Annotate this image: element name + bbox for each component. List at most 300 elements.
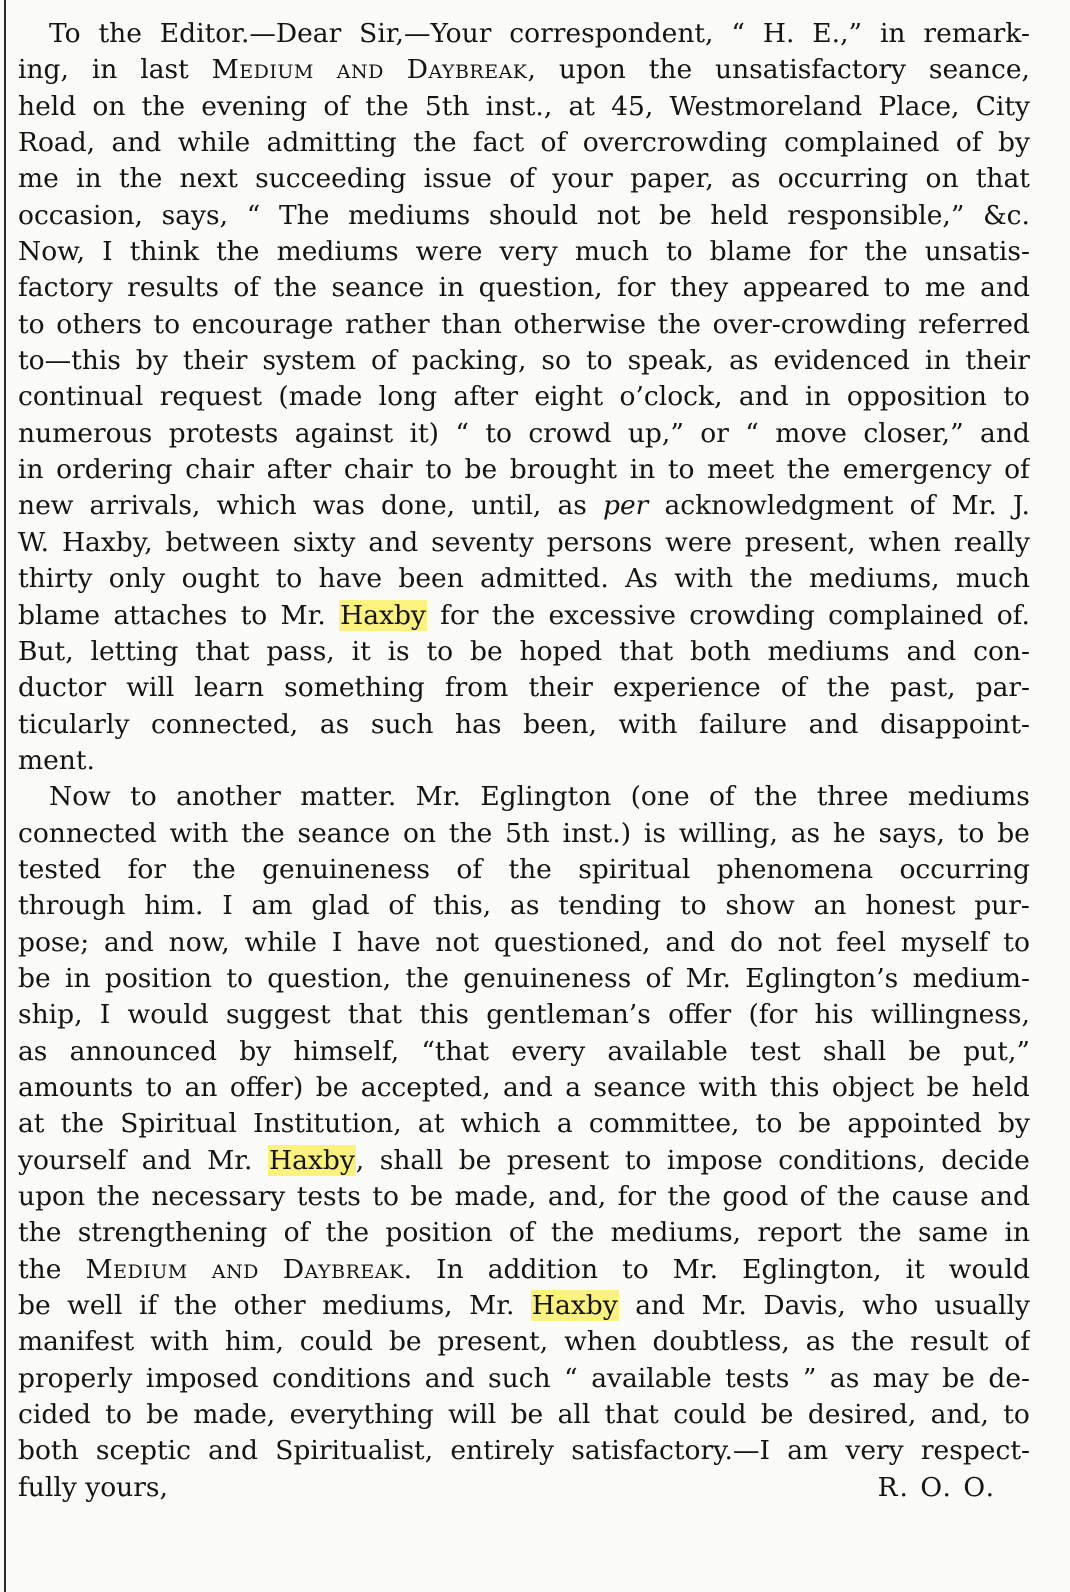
word (997, 598, 1030, 634)
word (182, 561, 260, 597)
word (113, 598, 227, 634)
word-fragment: “ (246, 199, 261, 231)
word (332, 270, 425, 306)
word (130, 234, 199, 270)
word-fragment: the (826, 672, 871, 704)
word (558, 888, 661, 924)
word-fragment: the (836, 1181, 881, 1212)
word (112, 125, 162, 161)
word-fragment: others (56, 308, 142, 340)
word (445, 670, 509, 706)
word (18, 670, 106, 706)
text-line (18, 1324, 1030, 1360)
word (1004, 1324, 1030, 1360)
word-fragment: an (813, 890, 847, 922)
word (18, 1288, 51, 1324)
text-line (18, 743, 1030, 779)
word-fragment: me (924, 272, 966, 304)
word (245, 925, 317, 961)
word (345, 307, 430, 343)
word (750, 1034, 801, 1070)
word-fragment: closer,” (863, 417, 964, 449)
word (102, 234, 112, 270)
word (178, 125, 250, 161)
word-fragment: mediums (276, 236, 399, 268)
word-fragment: to (426, 635, 454, 667)
word (605, 1397, 659, 1433)
word-fragment: for (127, 853, 166, 885)
word (266, 634, 334, 670)
word-fragment: as (729, 345, 759, 377)
word (611, 1215, 741, 1251)
word-fragment: and (211, 1253, 259, 1285)
word (337, 52, 384, 88)
word-fragment: (made (278, 381, 363, 413)
word (18, 1324, 134, 1360)
word-fragment: “ (731, 18, 745, 49)
word (368, 525, 418, 561)
word-fragment: 45, (611, 90, 654, 122)
word (548, 598, 675, 634)
word (174, 1288, 217, 1324)
word-fragment: questioned, (493, 926, 651, 958)
word-fragment: or (700, 417, 729, 449)
word-fragment: Mr. (469, 1290, 515, 1322)
word (620, 379, 723, 415)
word-fragment: As (625, 563, 658, 595)
word (160, 379, 262, 415)
word-fragment: manifest (18, 1326, 135, 1358)
word-fragment: tending (558, 890, 662, 922)
word-fragment: be (410, 1181, 444, 1212)
word (127, 270, 219, 306)
word (809, 707, 859, 743)
word (980, 270, 1030, 306)
word-fragment: 5th (424, 90, 470, 122)
word (252, 888, 293, 924)
word (534, 379, 603, 415)
word (365, 89, 408, 125)
text-line (18, 997, 1030, 1033)
word-fragment: by (135, 345, 168, 377)
word-fragment: unsatis- (924, 236, 1030, 268)
word (119, 161, 162, 197)
word-fragment: in (438, 272, 465, 304)
word-fragment: held (710, 199, 769, 231)
word (170, 816, 229, 852)
word-fragment: as (790, 817, 821, 849)
word (267, 125, 397, 161)
word (185, 452, 254, 488)
word-fragment: says, (878, 817, 945, 849)
word (18, 125, 95, 161)
word-fragment: tests (725, 1362, 790, 1394)
word-fragment: genuineness (463, 962, 632, 994)
word-fragment: (for (748, 999, 798, 1031)
word-fragment: the (192, 853, 236, 885)
word-fragment: to (372, 1181, 399, 1212)
word-fragment: the (648, 54, 693, 86)
word (208, 1433, 258, 1469)
word-fragment: to (275, 563, 303, 595)
word (473, 125, 524, 161)
word (511, 1397, 544, 1433)
word (1013, 488, 1030, 524)
word-fragment: have (318, 563, 383, 595)
word-fragment: continual (18, 381, 144, 413)
word-fragment: held (971, 1071, 1030, 1103)
word-fragment: be (760, 1399, 794, 1431)
word (628, 416, 684, 452)
word-fragment: for (617, 272, 656, 304)
word (67, 1288, 122, 1324)
text-line (18, 1215, 1030, 1251)
word (847, 379, 987, 415)
word (385, 1215, 492, 1251)
word-fragment: than (441, 308, 502, 340)
word-fragment: be (469, 635, 503, 667)
word-fragment: which (460, 1108, 541, 1140)
word (613, 670, 761, 706)
word (702, 1288, 747, 1324)
word-fragment: “ (564, 1362, 578, 1394)
word (62, 525, 153, 561)
word-fragment: an (184, 1071, 218, 1103)
word-fragment: to (240, 599, 268, 631)
word-fragment: upon (558, 54, 626, 86)
word-fragment: this (419, 999, 469, 1031)
word (499, 234, 557, 270)
word-fragment: . (403, 1253, 413, 1285)
word-fragment: connected, (151, 708, 299, 740)
word (901, 925, 989, 961)
word-fragment: (one (630, 781, 690, 813)
word (233, 270, 259, 306)
word (18, 343, 121, 379)
word-fragment: be (18, 962, 51, 994)
word (603, 488, 648, 524)
word (843, 452, 992, 488)
word-fragment: his (814, 999, 854, 1031)
word (749, 561, 792, 597)
word (1003, 379, 1030, 415)
word-fragment: unsatisfactory (715, 54, 906, 86)
word-fragment: disappoint- (880, 708, 1030, 740)
word-fragment: made, (454, 1181, 537, 1212)
word-fragment: E.,” (812, 18, 863, 49)
word (778, 1143, 925, 1179)
word-fragment: him, (224, 1326, 284, 1358)
word-fragment: Mr. (685, 962, 731, 994)
word-fragment: seance (593, 1071, 687, 1103)
word (942, 1361, 975, 1397)
word-fragment: ship, (18, 999, 83, 1031)
word-fragment: mediums, (322, 1290, 453, 1322)
word (513, 307, 645, 343)
word-fragment: be (659, 199, 692, 231)
word (371, 343, 397, 379)
word (864, 234, 907, 270)
word (361, 1070, 491, 1106)
word-fragment: and (665, 926, 716, 958)
word (49, 779, 111, 815)
word (551, 1215, 594, 1251)
word-fragment: the (365, 90, 409, 122)
word-fragment: numerous (18, 417, 153, 449)
text-line (18, 1034, 1030, 1070)
word (300, 1324, 373, 1360)
word-fragment: so (541, 345, 571, 377)
word-fragment: next (179, 163, 238, 195)
word (194, 670, 264, 706)
word-fragment: between (165, 526, 280, 558)
word (424, 161, 492, 197)
word-fragment: as (557, 490, 587, 522)
word-fragment: in (18, 454, 44, 486)
word-fragment: inst., (485, 90, 553, 122)
word (413, 125, 456, 161)
word (76, 161, 102, 197)
word-fragment: present, (744, 526, 856, 558)
word (150, 1324, 209, 1360)
word (275, 1433, 433, 1469)
word-fragment: was (312, 490, 365, 522)
word (863, 416, 963, 452)
signature: R. O. O. (877, 1471, 996, 1503)
word-fragment: o’clock, (619, 381, 723, 413)
word-fragment: ordering (56, 454, 173, 486)
word-fragment: past, (890, 672, 956, 704)
word (18, 89, 76, 125)
word (607, 1034, 727, 1070)
word (416, 234, 483, 270)
word-fragment: necessary (151, 1181, 286, 1212)
word (389, 1324, 422, 1360)
word (809, 234, 847, 270)
word (146, 1070, 173, 1106)
word-fragment: admitted. (480, 563, 609, 595)
word (806, 1324, 835, 1360)
word (216, 234, 259, 270)
word-fragment: connected (18, 817, 157, 849)
word (591, 1361, 711, 1397)
word-fragment: Haxby, (61, 526, 153, 558)
word-fragment: will (448, 1399, 497, 1431)
word (18, 925, 89, 961)
word (222, 888, 232, 924)
word (775, 416, 847, 452)
word (805, 379, 831, 415)
word-fragment: in (91, 54, 118, 86)
word-fragment: good (722, 1181, 789, 1212)
word-fragment: the (118, 163, 163, 195)
word-fragment: of (955, 127, 982, 159)
word (778, 925, 822, 961)
text-line (18, 707, 1030, 743)
word (722, 1179, 788, 1215)
word (18, 1433, 79, 1469)
word (983, 198, 1030, 234)
word (729, 343, 758, 379)
word (832, 1070, 914, 1106)
word-fragment: it (351, 635, 371, 667)
word (880, 707, 1030, 743)
word-fragment: at (18, 1108, 45, 1140)
word (997, 816, 1030, 852)
word-fragment: accepted, (360, 1071, 491, 1103)
word (509, 161, 535, 197)
word-fragment: another (176, 781, 281, 813)
word-fragment: the (448, 817, 493, 849)
word (980, 416, 1030, 452)
word (878, 89, 959, 125)
word-fragment: results (127, 272, 219, 304)
word-fragment: of (780, 672, 807, 704)
word-fragment: both (690, 635, 751, 667)
word-fragment: with (169, 817, 229, 849)
word-fragment: that (604, 1399, 659, 1431)
word (731, 16, 745, 52)
word (300, 779, 396, 815)
word (868, 525, 941, 561)
word-fragment: I (331, 926, 343, 958)
word-fragment: Westmoreland (669, 90, 863, 122)
word (398, 561, 463, 597)
word-fragment: announced (69, 1035, 218, 1067)
word-fragment: succeeding (255, 163, 407, 195)
word (470, 634, 503, 670)
word-fragment: is (643, 817, 666, 849)
word (976, 670, 1030, 706)
word (176, 779, 281, 815)
word-fragment: packing, (411, 345, 527, 377)
word-fragment: in (924, 345, 951, 377)
word-fragment: and (141, 1144, 192, 1176)
word (611, 89, 653, 125)
word (130, 779, 157, 815)
word (230, 1070, 303, 1106)
word-fragment: seance (297, 817, 391, 849)
word (745, 961, 898, 997)
word-fragment: the (850, 1326, 895, 1358)
word-fragment: every (511, 1035, 586, 1067)
word (918, 307, 1030, 343)
word-fragment: of. (996, 599, 1030, 631)
word-fragment: at (568, 90, 595, 122)
word-fragment: rather (345, 308, 430, 340)
closing-line (18, 1470, 1030, 1506)
word-fragment: impose (666, 1144, 763, 1176)
word-fragment: blame (709, 236, 792, 268)
word (65, 961, 91, 997)
word (808, 1397, 916, 1433)
word (455, 416, 469, 452)
word (941, 1143, 1030, 1179)
word-fragment: that (975, 163, 1030, 195)
word-fragment: the (786, 454, 831, 486)
word-fragment: over-crowding (712, 308, 907, 340)
word-fragment: and (808, 708, 859, 740)
word (437, 1324, 548, 1360)
word-fragment: is (387, 635, 410, 667)
word-fragment: remark- (923, 18, 1030, 49)
word (18, 379, 143, 415)
word-fragment: amounts (18, 1071, 134, 1103)
word-fragment: Eglington (480, 781, 612, 813)
word (910, 1324, 988, 1360)
word-fragment: to (680, 890, 707, 922)
word (212, 52, 314, 88)
word (625, 561, 658, 597)
word (388, 888, 414, 924)
word (412, 343, 527, 379)
letter-column (18, 16, 1030, 1506)
word (509, 16, 713, 52)
word-fragment: crowding (689, 599, 815, 631)
word-fragment: , (355, 1144, 365, 1176)
word (488, 1252, 598, 1288)
word-fragment: Place, (878, 90, 960, 122)
word-fragment: suggest (225, 999, 331, 1031)
word-fragment: while (244, 926, 317, 958)
word (319, 561, 383, 597)
word (359, 16, 491, 52)
word (488, 1361, 551, 1397)
word (403, 816, 436, 852)
word (78, 1215, 268, 1251)
word-fragment: Road, (18, 127, 96, 159)
word (290, 1397, 434, 1433)
word (571, 1433, 770, 1469)
word-fragment: spiritual (578, 853, 691, 885)
word-fragment: after (453, 381, 519, 413)
word-fragment: be (908, 1035, 942, 1067)
word-fragment: and (980, 1181, 1030, 1212)
word (425, 89, 470, 125)
word-fragment: yourself (18, 1144, 127, 1176)
word-fragment: to (226, 962, 253, 994)
word (815, 997, 854, 1033)
word-fragment: sixty (292, 526, 356, 558)
word-fragment: evidenced (773, 345, 910, 377)
word-fragment: otherwise (513, 308, 646, 340)
word (756, 1106, 783, 1142)
word-fragment: meet (707, 454, 775, 486)
word (18, 1106, 44, 1142)
word (618, 1179, 656, 1215)
word-fragment: chair (343, 454, 413, 486)
word (665, 525, 732, 561)
word (136, 343, 168, 379)
word-fragment: the (864, 236, 908, 268)
word (18, 1143, 126, 1179)
word (18, 1252, 61, 1288)
word (873, 1361, 929, 1397)
word (180, 161, 238, 197)
word-fragment: in (805, 381, 831, 413)
word-fragment: by (239, 1035, 272, 1067)
word (725, 1361, 789, 1397)
word-fragment: mediums, (809, 563, 940, 595)
word-fragment: “ (455, 417, 469, 449)
word-fragment: correspondent, (509, 18, 714, 49)
word-fragment: to (105, 1399, 132, 1431)
word-fragment: and (103, 926, 154, 958)
word-fragment: the (96, 1181, 140, 1212)
word-fragment: not (777, 926, 822, 958)
word (284, 670, 425, 706)
word-fragment: willing, (678, 817, 778, 849)
